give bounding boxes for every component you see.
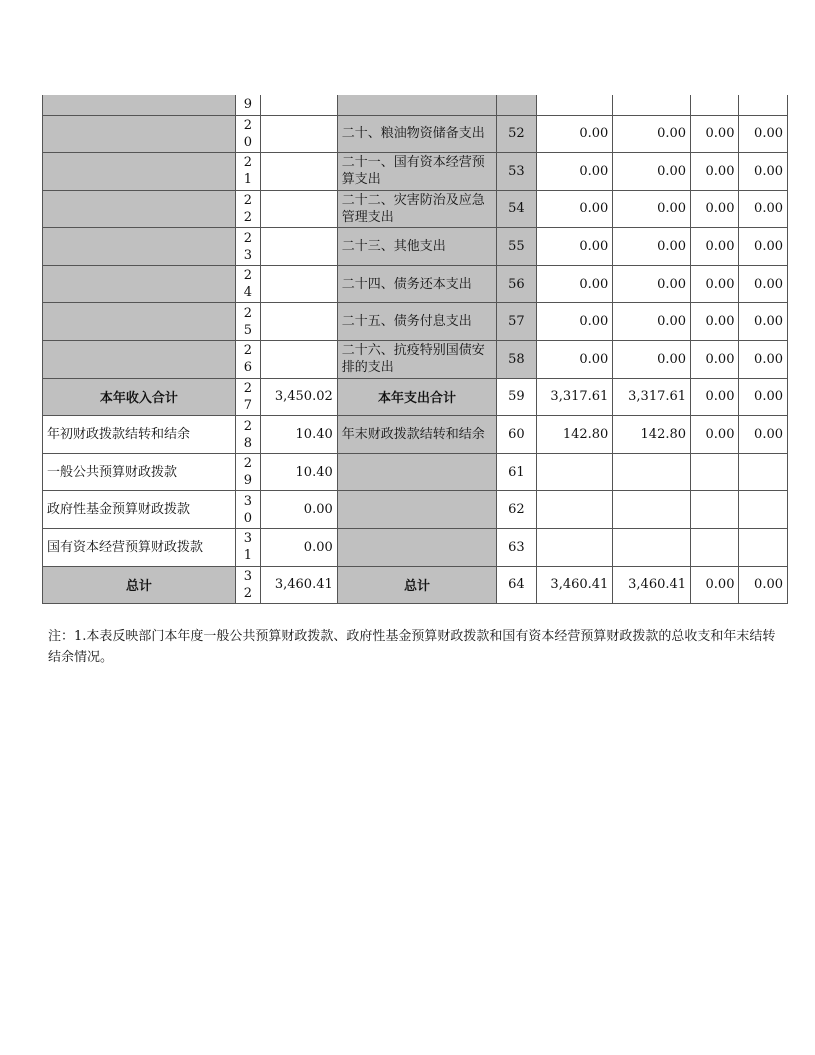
expense-subtotal-label: 本年支出合计 — [337, 378, 496, 416]
expense-label-cell — [337, 453, 496, 491]
income-amount-cell: 0.00 — [261, 491, 338, 529]
income-seq-cell: 27 — [235, 378, 260, 416]
income-seq-cell: 23 — [235, 228, 260, 266]
state-capital-cell: 0.00 — [739, 228, 788, 266]
expense-seq-cell: 60 — [497, 416, 536, 454]
gov-fund-cell: 0.00 — [691, 190, 739, 228]
state-capital-cell: 0.00 — [739, 153, 788, 191]
expense-seq-cell: 53 — [497, 153, 536, 191]
state-capital-cell: 0.00 — [739, 115, 788, 153]
budget-table — [42, 95, 788, 604]
income-seq-cell: 9 — [235, 95, 260, 115]
general-budget-cell: 0.00 — [613, 341, 691, 379]
expense-label-cell: 二十五、债务付息支出 — [337, 303, 496, 341]
income-seq-cell: 21 — [235, 153, 260, 191]
income-seq-cell: 26 — [235, 341, 260, 379]
income-label-cell: 一般公共预算财政拨款 — [43, 453, 236, 491]
table-row — [43, 265, 788, 303]
table-row — [43, 153, 788, 191]
income-subtotal-label: 本年收入合计 — [43, 378, 236, 416]
total-cell: 142.80 — [536, 416, 613, 454]
gov-fund-cell: 0.00 — [691, 228, 739, 266]
income-seq-cell: 22 — [235, 190, 260, 228]
income-seq-cell: 29 — [235, 453, 260, 491]
gov-fund-cell: 0.00 — [691, 416, 739, 454]
state-capital-cell: 0.00 — [739, 303, 788, 341]
expense-label-cell: 二十六、抗疫特别国债安排的支出 — [337, 341, 496, 379]
expense-label-cell: 二十二、灾害防治及应急管理支出 — [337, 190, 496, 228]
expense-seq-cell: 61 — [497, 453, 536, 491]
table-row — [43, 115, 788, 153]
expense-seq-cell: 63 — [497, 529, 536, 567]
expense-label-cell: 二十、粮油物资储备支出 — [337, 115, 496, 153]
table-row — [43, 190, 788, 228]
gov-fund-cell: 0.00 — [691, 341, 739, 379]
income-label-cell — [43, 190, 236, 228]
total-cell: 0.00 — [536, 228, 613, 266]
income-amount-cell — [261, 190, 338, 228]
income-amount-cell — [261, 153, 338, 191]
total-cell — [536, 453, 613, 491]
total-cell: 3,317.61 — [536, 378, 613, 416]
income-amount-cell — [261, 95, 338, 115]
general-budget-cell: 3,317.61 — [613, 378, 691, 416]
income-label-cell — [43, 153, 236, 191]
expense-grand-total-label: 总计 — [337, 566, 496, 604]
state-capital-cell — [739, 95, 788, 115]
income-amount-cell — [261, 303, 338, 341]
general-budget-cell: 0.00 — [613, 265, 691, 303]
income-amount-cell: 10.40 — [261, 416, 338, 454]
general-budget-cell — [613, 529, 691, 567]
income-label-cell — [43, 228, 236, 266]
expense-label-cell: 二十一、国有资本经营预算支出 — [337, 153, 496, 191]
expense-seq-cell: 59 — [497, 378, 536, 416]
income-seq-cell: 25 — [235, 303, 260, 341]
general-budget-cell: 142.80 — [613, 416, 691, 454]
income-amount-cell — [261, 341, 338, 379]
gov-fund-cell: 0.00 — [691, 378, 739, 416]
income-label-cell: 年初财政拨款结转和结余 — [43, 416, 236, 454]
table-row — [43, 341, 788, 379]
general-budget-cell — [613, 491, 691, 529]
state-capital-cell — [739, 453, 788, 491]
general-budget-cell: 0.00 — [613, 303, 691, 341]
expense-label-cell: 年末财政拨款结转和结余 — [337, 416, 496, 454]
state-capital-cell: 0.00 — [739, 265, 788, 303]
income-amount-cell: 3,460.41 — [261, 566, 338, 604]
table-row — [43, 228, 788, 266]
gov-fund-cell: 0.00 — [691, 566, 739, 604]
table-row — [43, 95, 788, 115]
general-budget-cell: 3,460.41 — [613, 566, 691, 604]
general-budget-cell — [613, 453, 691, 491]
state-capital-cell: 0.00 — [739, 190, 788, 228]
general-budget-cell: 0.00 — [613, 153, 691, 191]
income-seq-cell: 30 — [235, 491, 260, 529]
total-cell — [536, 529, 613, 567]
total-cell: 0.00 — [536, 153, 613, 191]
expense-seq-cell: 62 — [497, 491, 536, 529]
gov-fund-cell: 0.00 — [691, 153, 739, 191]
income-amount-cell: 3,450.02 — [261, 378, 338, 416]
total-cell — [536, 491, 613, 529]
expense-seq-cell: 64 — [497, 566, 536, 604]
income-grand-total-label: 总计 — [43, 566, 236, 604]
expense-seq-cell: 54 — [497, 190, 536, 228]
gov-fund-cell — [691, 529, 739, 567]
income-amount-cell: 0.00 — [261, 529, 338, 567]
income-amount-cell — [261, 228, 338, 266]
income-label-cell: 政府性基金预算财政拨款 — [43, 491, 236, 529]
state-capital-cell — [739, 491, 788, 529]
total-cell: 0.00 — [536, 265, 613, 303]
state-capital-cell: 0.00 — [739, 416, 788, 454]
income-label-cell — [43, 95, 236, 115]
gov-fund-cell — [691, 453, 739, 491]
total-cell: 0.00 — [536, 341, 613, 379]
state-capital-cell: 0.00 — [739, 566, 788, 604]
total-cell: 3,460.41 — [536, 566, 613, 604]
expense-label-cell — [337, 491, 496, 529]
income-amount-cell — [261, 115, 338, 153]
total-cell: 0.00 — [536, 190, 613, 228]
income-label-cell — [43, 341, 236, 379]
general-budget-cell: 0.00 — [613, 190, 691, 228]
general-budget-cell: 0.00 — [613, 115, 691, 153]
expense-label-cell: 二十四、债务还本支出 — [337, 265, 496, 303]
table-row — [43, 378, 788, 416]
income-label-cell: 国有资本经营预算财政拨款 — [43, 529, 236, 567]
income-amount-cell — [261, 265, 338, 303]
expense-seq-cell: 55 — [497, 228, 536, 266]
income-seq-cell: 24 — [235, 265, 260, 303]
income-label-cell — [43, 303, 236, 341]
expense-label-cell — [337, 95, 496, 115]
table-row — [43, 566, 788, 604]
expense-seq-cell — [497, 95, 536, 115]
expense-seq-cell: 57 — [497, 303, 536, 341]
table-row — [43, 416, 788, 454]
general-budget-cell: 0.00 — [613, 228, 691, 266]
gov-fund-cell: 0.00 — [691, 265, 739, 303]
total-cell: 0.00 — [536, 115, 613, 153]
expense-seq-cell: 52 — [497, 115, 536, 153]
table-row — [43, 491, 788, 529]
table-row — [43, 303, 788, 341]
table-row — [43, 529, 788, 567]
expense-label-cell — [337, 529, 496, 567]
gov-fund-cell: 0.00 — [691, 303, 739, 341]
income-amount-cell: 10.40 — [261, 453, 338, 491]
income-seq-cell: 31 — [235, 529, 260, 567]
state-capital-cell: 0.00 — [739, 378, 788, 416]
expense-seq-cell: 56 — [497, 265, 536, 303]
state-capital-cell: 0.00 — [739, 341, 788, 379]
gov-fund-cell — [691, 95, 739, 115]
state-capital-cell — [739, 529, 788, 567]
income-seq-cell: 32 — [235, 566, 260, 604]
income-label-cell — [43, 115, 236, 153]
income-seq-cell: 20 — [235, 115, 260, 153]
income-seq-cell: 28 — [235, 416, 260, 454]
general-budget-cell — [613, 95, 691, 115]
table-row — [43, 453, 788, 491]
table-footnote: 注：1.本表反映部门本年度一般公共预算财政拨款、政府性基金预算财政拨款和国有资本经营预算财政拨款的总收支和年末结转结余情况。 — [48, 629, 776, 665]
expense-seq-cell: 58 — [497, 341, 536, 379]
total-cell — [536, 95, 613, 115]
gov-fund-cell: 0.00 — [691, 115, 739, 153]
expense-label-cell: 二十三、其他支出 — [337, 228, 496, 266]
income-label-cell — [43, 265, 236, 303]
total-cell: 0.00 — [536, 303, 613, 341]
gov-fund-cell — [691, 491, 739, 529]
